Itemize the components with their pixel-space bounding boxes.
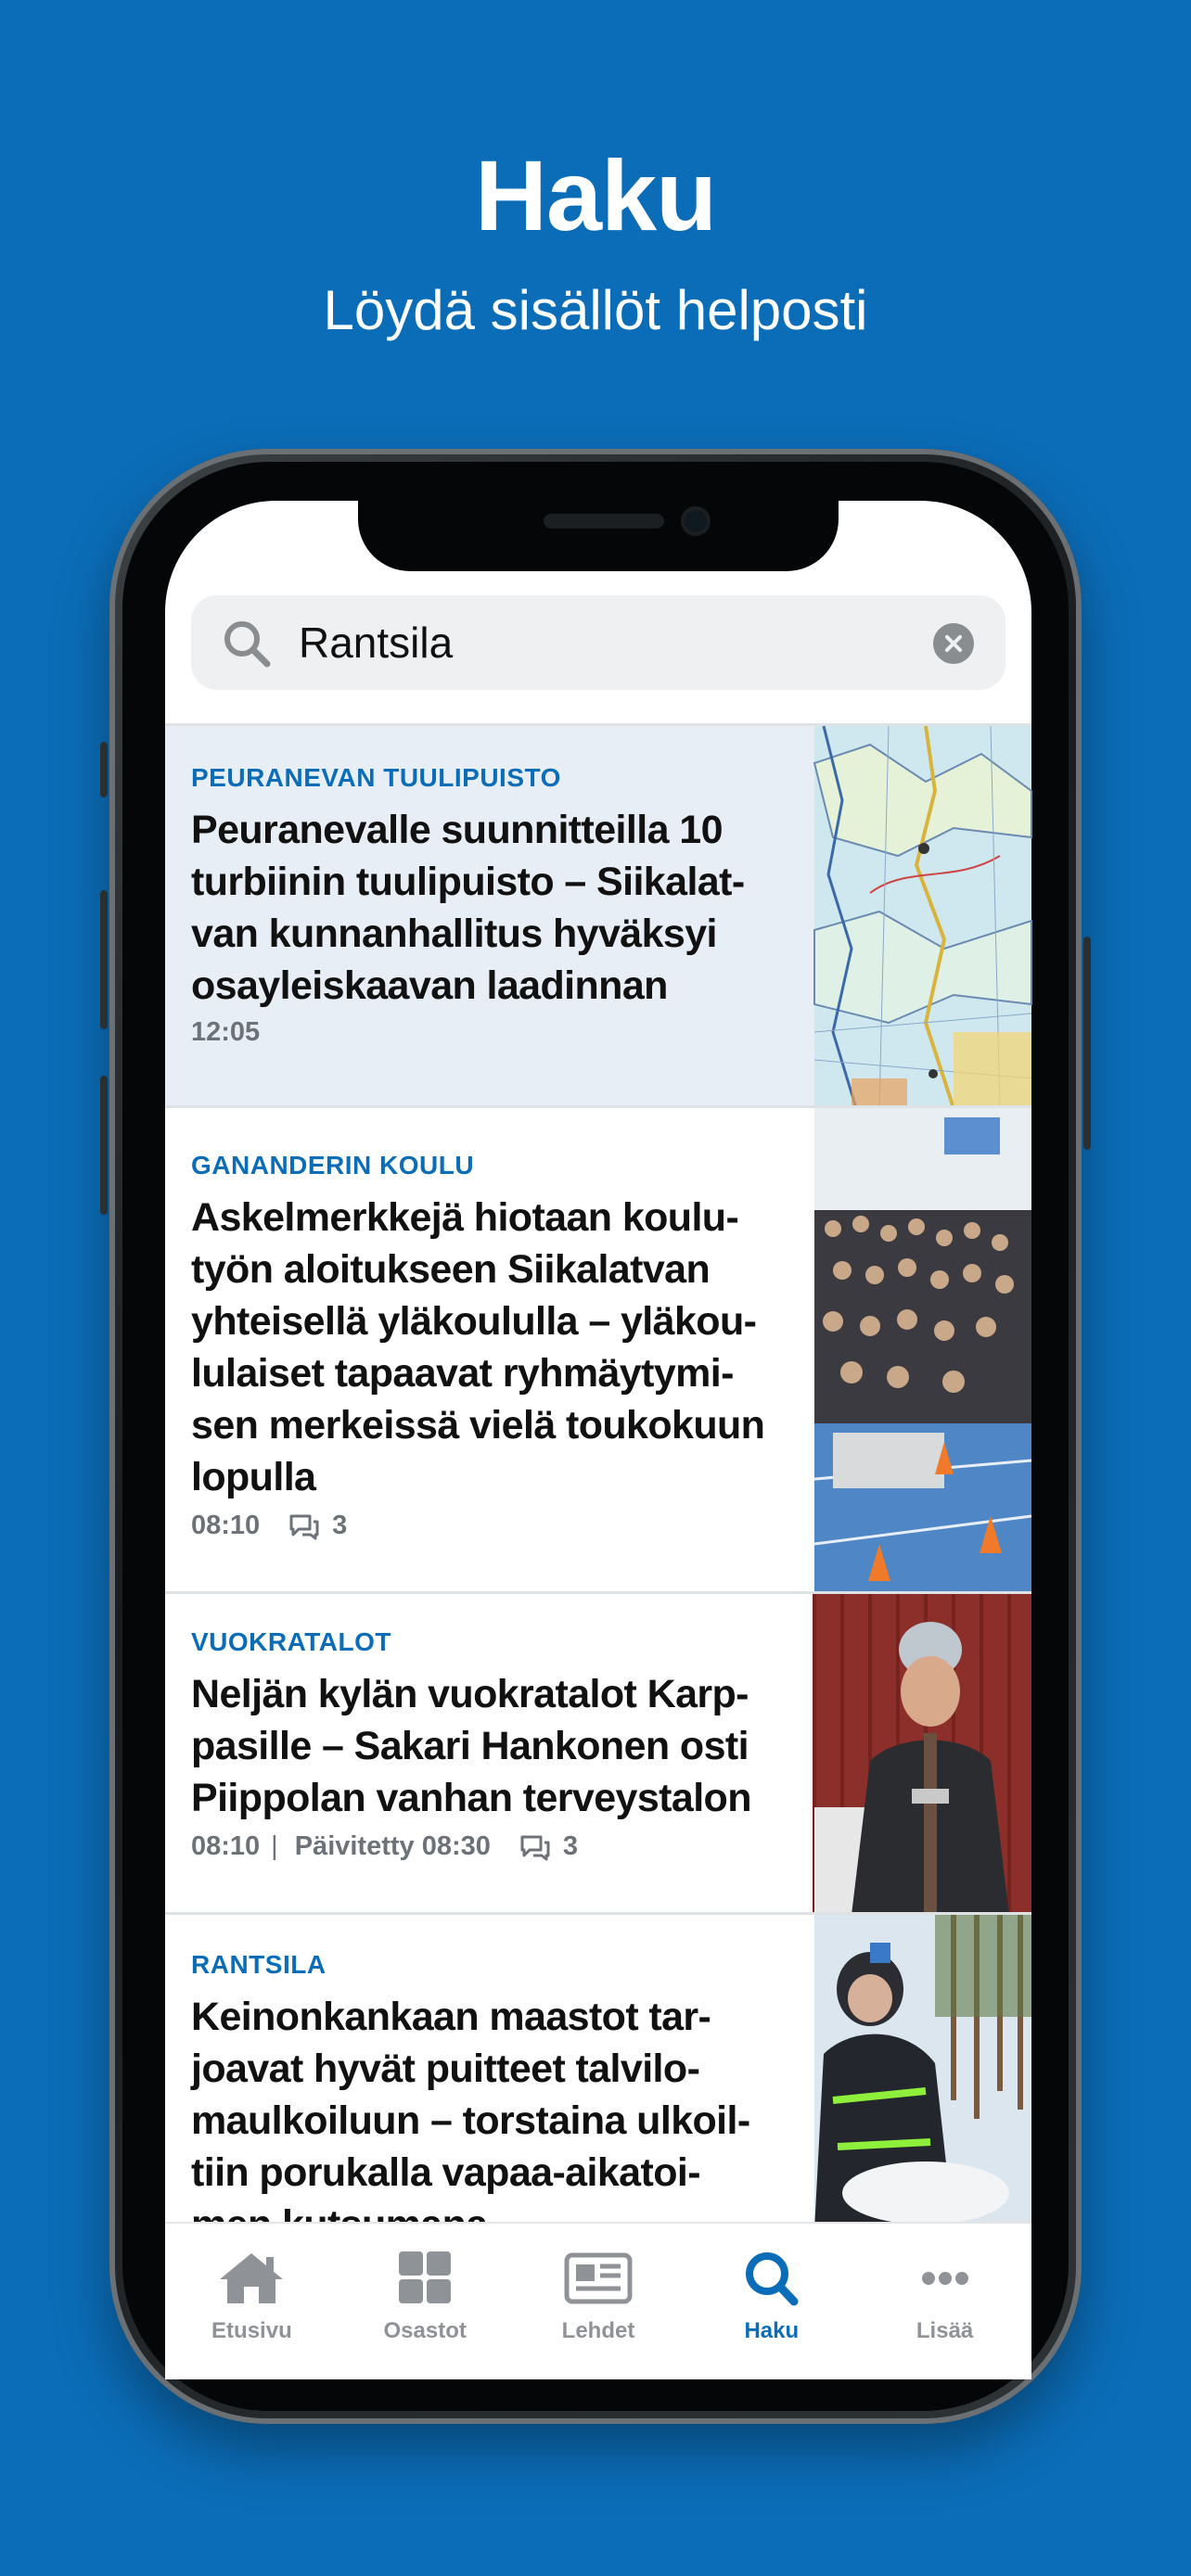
article-time: 08:10 — [191, 1831, 261, 1861]
search-input[interactable] — [299, 595, 929, 690]
headline-line: Neljän kylän vuokratalot Karp- — [191, 1672, 749, 1716]
comment-count: 3 — [562, 1831, 579, 1861]
headline-line: lopulla — [191, 1455, 316, 1499]
tab-osastot[interactable] — [339, 2224, 512, 2379]
search-bar[interactable] — [191, 595, 1005, 690]
home-icon — [214, 2250, 288, 2307]
newspaper-icon — [561, 2250, 635, 2307]
man-portrait-photo — [814, 1594, 1031, 1915]
phone-screen — [165, 501, 1031, 2379]
tab-lisaa[interactable] — [858, 2224, 1031, 2379]
article-text — [191, 726, 803, 1048]
tab-label: Lisää — [916, 2318, 974, 2343]
comment-icon — [519, 1833, 552, 1861]
headline-line: joavat hyvät puitteet talvilo- — [191, 2047, 700, 2091]
tab-label: Lehdet — [561, 2318, 635, 2343]
headline-line: sen merkeissä vielä toukokuun — [191, 1403, 765, 1447]
headline-line: Piippolan vanhan terveystalon — [191, 1776, 751, 1820]
headline-line: Peuranevalle suunnitteilla 10 — [191, 808, 723, 852]
headline-line: pasille – Sakari Hankonen osti — [191, 1724, 749, 1768]
meta-separator: | — [271, 1831, 278, 1861]
article-time: 12:05 — [191, 1017, 261, 1047]
side-button-power — [1083, 937, 1091, 1150]
tab-label: Haku — [744, 2318, 800, 2343]
article-meta — [191, 1831, 803, 1862]
article-item[interactable] — [165, 723, 1031, 1105]
article-list — [165, 723, 1031, 2222]
promo-title: Haku — [474, 139, 717, 251]
side-button-volume-up — [100, 890, 108, 1029]
camera-notch — [358, 501, 839, 571]
article-meta — [191, 1017, 803, 1048]
article-item[interactable] — [165, 1591, 1031, 1912]
tab-label: Osastot — [383, 2318, 467, 2343]
search-icon — [735, 2250, 809, 2307]
comment-count: 3 — [332, 1511, 348, 1540]
map-image — [814, 726, 1031, 1108]
clear-search-icon[interactable] — [933, 623, 974, 664]
article-time: 08:10 — [191, 1511, 261, 1540]
article-category: VUOKRATALOT — [191, 1627, 391, 1656]
article-category: GANANDERIN KOULU — [191, 1151, 475, 1180]
headline-line: lulaiset tapaavat ryhmäytymi- — [191, 1351, 734, 1396]
article-item[interactable] — [165, 1105, 1031, 1591]
article-category: PEURANEVAN TUULIPUISTO — [191, 763, 561, 792]
article-headline — [191, 1991, 803, 2251]
article-updated: Päivitetty 08:30 — [294, 1831, 491, 1861]
tab-haku[interactable] — [685, 2224, 858, 2379]
headline-line: van kunnanhallitus hyväksyi — [191, 912, 717, 956]
tab-lehdet[interactable] — [512, 2224, 685, 2379]
tab-bar — [165, 2222, 1031, 2379]
tab-etusivu[interactable] — [165, 2224, 339, 2379]
tab-label: Etusivu — [211, 2318, 292, 2343]
gym-crowd-photo — [814, 1108, 1031, 1594]
article-item[interactable] — [165, 1912, 1031, 2246]
headline-line: työn aloitukseen Siikalatvan — [191, 1247, 711, 1292]
article-category: RANTSILA — [191, 1950, 327, 1979]
side-button-volume-down — [100, 1076, 108, 1215]
article-text — [191, 1915, 803, 2251]
search-icon — [221, 618, 273, 670]
article-headline — [191, 1192, 803, 1503]
headline-line: maulkoiluun – torstaina ulkoil- — [191, 2098, 750, 2143]
article-headline — [191, 804, 803, 1012]
promo-subtitle: Löydä sisällöt helposti — [323, 279, 868, 341]
comment-icon — [288, 1512, 321, 1540]
more-icon — [908, 2250, 982, 2307]
grid-icon — [388, 2250, 462, 2307]
headline-line: turbiinin tuulipuisto – Siikalat- — [191, 860, 745, 904]
article-meta — [191, 1511, 803, 1541]
winter-outdoor-photo — [814, 1915, 1031, 2230]
headline-line: osayleiskaavan laadinnan — [191, 963, 668, 1008]
side-button-silent — [100, 742, 108, 797]
article-text — [191, 1594, 803, 1862]
headline-line: Keinonkankaan maastot tar- — [191, 1995, 711, 2039]
headline-line: tiin porukalla vapaa-aikatoi- — [191, 2150, 700, 2195]
headline-line: yhteisellä yläkoululla – yläkou- — [191, 1299, 757, 1344]
headline-line: Askelmerkkejä hiotaan koulu- — [191, 1195, 739, 1240]
article-text — [191, 1108, 803, 1541]
article-headline — [191, 1668, 803, 1824]
